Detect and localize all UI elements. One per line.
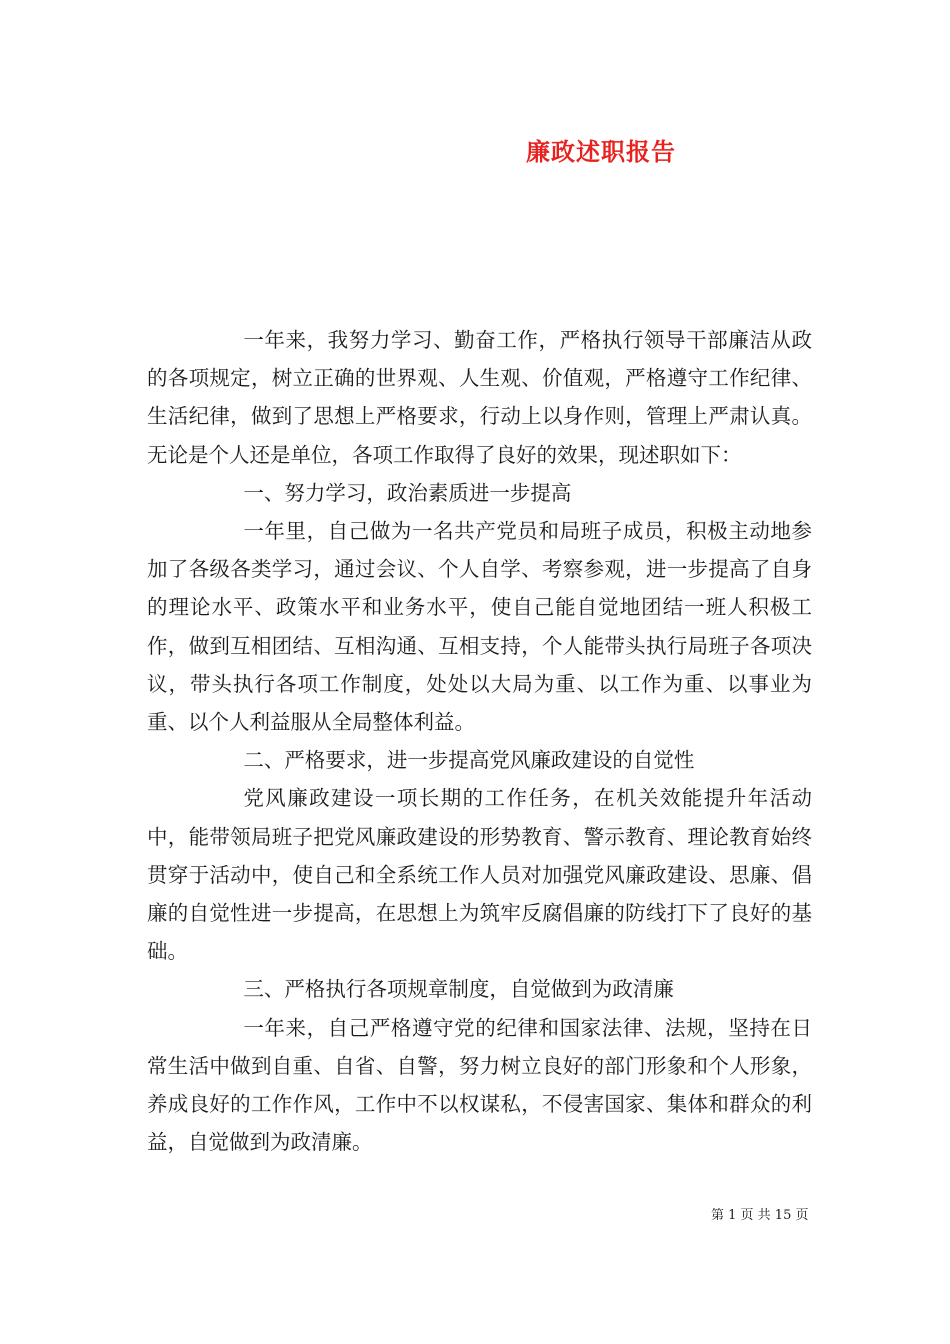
section-heading-3: 三、严格执行各项规章制度，自觉做到为政清廉 [243, 977, 674, 1002]
section-heading-2: 二、严格要求，进一步提高党风廉政建设的自觉性 [243, 748, 695, 773]
paragraph-section-1: 一年里，自己做为一名共产党员和局班子成员，积极主动地参加了各级各类学习，通过会议、个人自学、考察参观，进一步提高了自身的理论水平、政策水平和业务水平，使自己能自觉地团结一班人积极工作，做到互相团结、互相沟通、互相支持，个人能带头执行局班子各项决议，带头执行各项工作制度，处处以大局为重、以工作为重、以事业为重、以个人利益服从全局整体利益。 [147, 519, 812, 735]
paragraph-intro: 一年来，我努力学习、勤奋工作，严格执行领导干部廉洁从政的各项规定，树立正确的世界观、人生观、价值观，严格遵守工作纪律、生活纪律，做到了思想上严格要求，行动上以身作则，管理上严肃认真。无论是个人还是单位，各项工作取得了良好的效果，现述职如下： [147, 328, 812, 467]
paragraph-section-2: 党风廉政建设一项长期的工作任务，在机关效能提升年活动中，能带领局班子把党风廉政建设的形势教育、警示教育、理论教育始终贯穿于活动中，使自己和全系统工作人员对加强党风廉政建设、思廉、倡廉的自觉性进一步提高，在思想上为筑牢反腐倡廉的防线打下了良好的基础。 [147, 786, 812, 964]
page-number-footer: 第 1 页 共 15 页 [711, 1208, 809, 1223]
document-title: 廉政述职报告 [526, 137, 676, 166]
document-body [147, 321, 812, 1161]
paragraph-section-3: 一年来，自己严格遵守党的纪律和国家法律、法规，坚持在日常生活中做到自重、自省、自警，努力树立良好的部门形象和个人形象，养成良好的工作作风，工作中不以权谋私，不侵害国家、集体和群众的利益，自觉做到为政清廉。 [147, 1015, 812, 1155]
section-heading-1: 一、努力学习，政治素质进一步提高 [243, 480, 572, 505]
